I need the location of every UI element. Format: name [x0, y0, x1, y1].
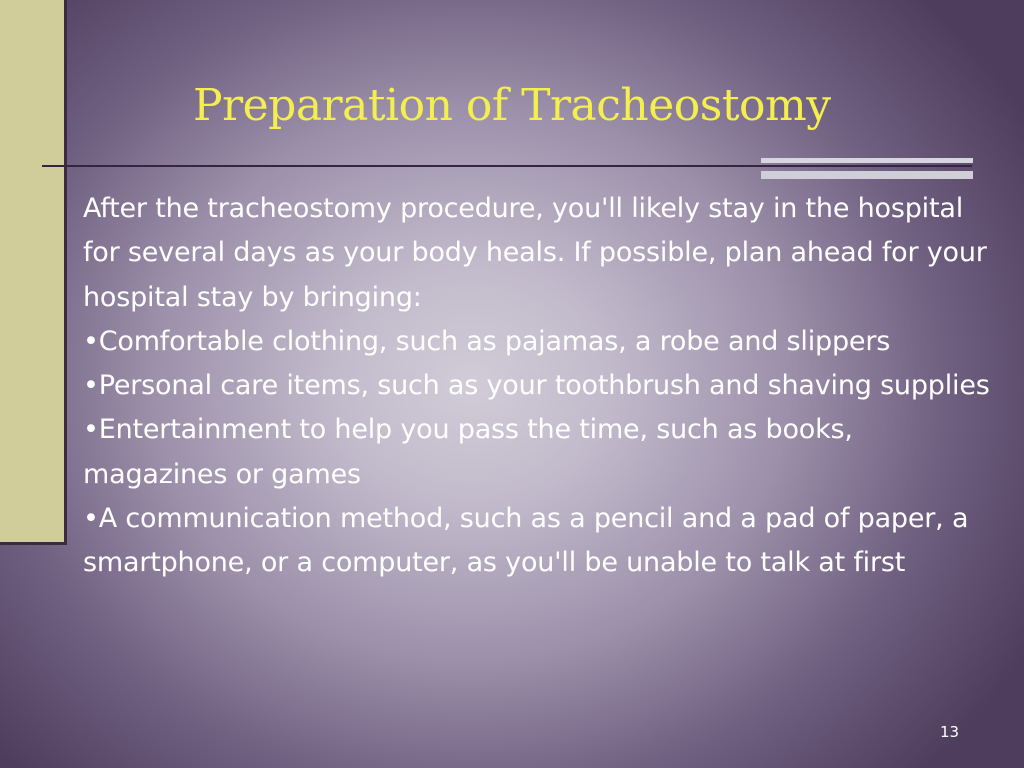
left-accent-bar: [0, 0, 67, 545]
title-divider: [42, 165, 972, 167]
bullet-item: •Personal care items, such as your toothbrush and shaving supplies: [83, 370, 990, 402]
slide-body: [83, 187, 1003, 586]
divider-accent-bottom: [761, 171, 973, 179]
slide-title: Preparation of Tracheostomy: [193, 80, 831, 131]
bullet-item: •Comfortable clothing, such as pajamas, a robe and slippers: [83, 325, 891, 357]
page-number: 13: [940, 723, 960, 741]
intro-paragraph: After the tracheostomy procedure, you'll likely stay in the hospital for several days as your body heals. If possible, plan ahead for your hospital stay by bringing:: [83, 193, 987, 313]
divider-accent-top: [761, 158, 973, 163]
bullet-item: •Entertainment to help you pass the time, such as books, magazines or games: [83, 414, 853, 490]
bullet-item: •A communication method, such as a pencil and a pad of paper, a smartphone, or a computer, as you'll be unable to talk at first: [83, 503, 969, 579]
